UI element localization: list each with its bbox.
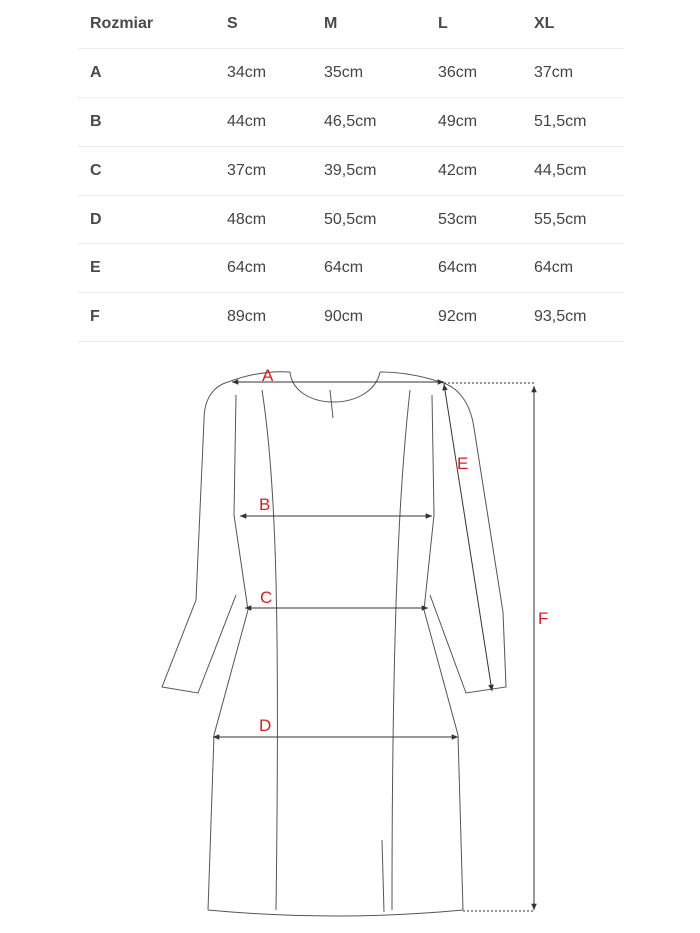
label-e: E (457, 454, 469, 473)
table-cell: 35cm (324, 49, 438, 98)
label-a: A (262, 366, 274, 385)
table-cell: 37cm (227, 146, 324, 195)
row-label: A (78, 49, 227, 98)
dress-measurement-diagram (0, 350, 700, 933)
label-b: B (259, 495, 271, 514)
label-d: D (259, 716, 272, 735)
header-cell: M (324, 0, 438, 49)
table-cell: 44,5cm (534, 146, 624, 195)
table-cell: 64cm (227, 244, 324, 293)
measurement-lines (213, 382, 534, 911)
table-cell: 93,5cm (534, 293, 624, 342)
table-cell: 48cm (227, 195, 324, 244)
table-row (78, 98, 624, 147)
table-header-row (78, 0, 624, 49)
table-cell: 49cm (438, 98, 534, 147)
table-row (78, 293, 624, 342)
table-cell: 90cm (324, 293, 438, 342)
header-cell: XL (534, 0, 624, 49)
table-cell: 44cm (227, 98, 324, 147)
table-cell: 89cm (227, 293, 324, 342)
table-row (78, 244, 624, 293)
table-cell: 39,5cm (324, 146, 438, 195)
label-c: C (260, 588, 273, 607)
table-cell: 37cm (534, 49, 624, 98)
table-cell: 34cm (227, 49, 324, 98)
header-cell: Rozmiar (78, 0, 227, 49)
table-cell: 46,5cm (324, 98, 438, 147)
table-cell: 50,5cm (324, 195, 438, 244)
header-cell: S (227, 0, 324, 49)
table-cell: 55,5cm (534, 195, 624, 244)
table-cell: 64cm (438, 244, 534, 293)
measure-line-e (444, 384, 492, 691)
row-label: F (78, 293, 227, 342)
table-cell: 64cm (324, 244, 438, 293)
row-label: E (78, 244, 227, 293)
size-chart-table (78, 0, 624, 342)
table-cell: 51,5cm (534, 98, 624, 147)
table-cell: 36cm (438, 49, 534, 98)
table-cell: 92cm (438, 293, 534, 342)
row-label: D (78, 195, 227, 244)
row-label: C (78, 146, 227, 195)
table-row (78, 195, 624, 244)
table-row (78, 49, 624, 98)
table-row (78, 146, 624, 195)
header-cell: L (438, 0, 534, 49)
row-label: B (78, 98, 227, 147)
label-f: F (538, 609, 549, 628)
table-cell: 64cm (534, 244, 624, 293)
table-cell: 42cm (438, 146, 534, 195)
table-cell: 53cm (438, 195, 534, 244)
